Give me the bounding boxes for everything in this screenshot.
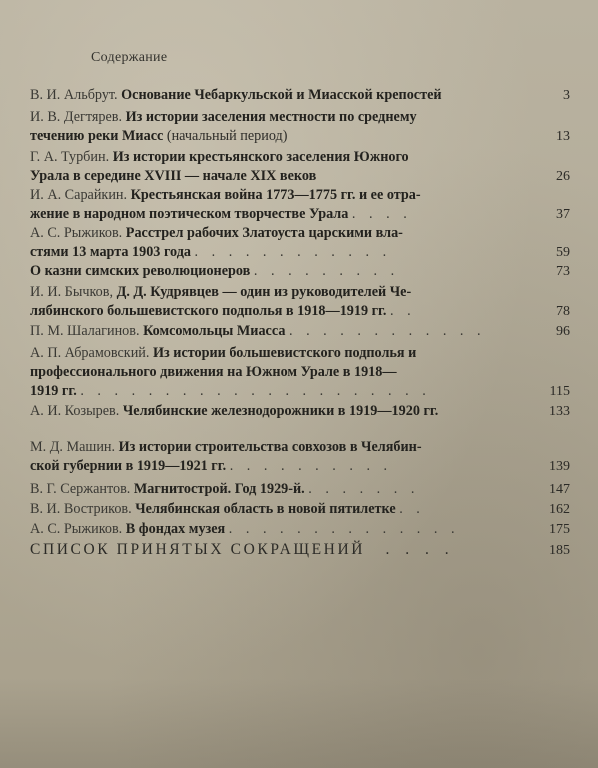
entry-page-number: 13 [556, 129, 570, 144]
toc-entry [30, 438, 578, 476]
entry-title: Из истории крестьянского заселения Южного [112, 149, 409, 165]
entry-title: Из истории большевистского подполья и [152, 345, 417, 361]
toc-entry [30, 86, 578, 105]
toc-line [30, 363, 578, 382]
entry-title: течению реки Миасс [30, 128, 164, 144]
leader-dots: . . [399, 501, 425, 517]
toc-line [30, 108, 578, 127]
entry-page-number: 37 [556, 207, 570, 222]
entry-title: профессионального движения на Южном Урале в 1918— [30, 364, 397, 380]
toc-line [30, 243, 578, 262]
abbreviations-entry [30, 540, 578, 560]
toc-line [30, 520, 578, 539]
entry-author: В. Г. Сержантов. [30, 481, 131, 497]
entry-title: В фондах музея [125, 521, 226, 537]
abbreviations-page-number: 185 [549, 543, 570, 558]
abbreviations-label: СПИСОК ПРИНЯТЫХ СОКРАЩЕНИЙ [30, 541, 366, 558]
toc-line [30, 262, 578, 281]
entry-author: Г. А. Турбин. [30, 149, 110, 165]
toc-entry [30, 224, 578, 262]
toc-line [30, 127, 578, 146]
entry-author: А. П. Абрамовский. [30, 345, 150, 361]
entry-author: И. В. Дегтярев. [30, 109, 123, 125]
toc-entry [30, 402, 578, 421]
entry-title: Расстрел рабочих Златоуста царскими вла- [125, 225, 403, 241]
toc-line [30, 86, 578, 105]
leader-dots: . . . . . . . . . . . . . . . . . . . . . [80, 383, 431, 399]
leader-dots: . . [390, 303, 416, 319]
toc-line [30, 382, 578, 401]
entry-title: Челябинская область в новой пятилетке [135, 501, 396, 517]
toc-line [30, 344, 578, 363]
toc-line [30, 167, 578, 186]
entry-author: А. С. Рыжиков. [30, 225, 123, 241]
toc-line [30, 402, 578, 421]
toc-entry [30, 480, 578, 499]
entry-page-number: 96 [556, 324, 570, 339]
entry-title: Д. Д. Кудрявцев — один из руководителей Че- [116, 284, 412, 300]
entry-title: Челябинские железнодорожники в 1919—1920 гг. [122, 403, 439, 419]
toc-entry [30, 148, 578, 186]
toc-entry [30, 262, 578, 281]
toc-line [30, 224, 578, 243]
toc-line [30, 480, 578, 499]
entry-page-number: 175 [549, 522, 570, 537]
entry-title: Комсомольцы Миасса [143, 323, 286, 339]
entry-title: Крестьянская война 1773—1775 гг. и ее отра- [130, 187, 421, 203]
entry-page-number: 115 [549, 384, 570, 399]
entry-page-number: 133 [549, 404, 570, 419]
toc-entry [30, 186, 578, 224]
entry-page-number: 73 [556, 264, 570, 279]
toc-line [30, 205, 578, 224]
toc-line [30, 283, 578, 302]
entry-page-number: 59 [556, 245, 570, 260]
leader-dots: . . . . [351, 206, 412, 222]
entry-author: М. Д. Машин. [30, 439, 116, 455]
toc-line [30, 500, 578, 519]
entry-title: О казни симских революционеров [30, 263, 251, 279]
entry-page-number: 139 [549, 459, 570, 474]
entry-title: Урала в середине XVIII — начале XIX веков [30, 168, 317, 184]
toc-line [30, 186, 578, 205]
entry-author: А. С. Рыжиков. [30, 521, 123, 537]
entry-author: П. М. Шалагинов. [30, 323, 140, 339]
entry-author: И. И. Бычков, [30, 284, 114, 300]
entry-title: ской губернии в 1919—1921 гг. [30, 458, 227, 474]
entry-title: Из истории заселения местности по среднему [125, 109, 417, 125]
toc-entry [30, 322, 578, 341]
toc-line [30, 457, 578, 476]
leader-dots: . . . . . . . . . . . . . . [228, 521, 460, 537]
toc-entry [30, 108, 578, 146]
entry-page-number: 147 [549, 482, 570, 497]
toc-line [30, 148, 578, 167]
leader-dots: . . . . . . . [308, 481, 420, 497]
entry-title-note: (начальный период) [166, 128, 288, 144]
entry-author: И. А. Сарайкин. [30, 187, 128, 203]
entry-title: 1919 гг. [30, 383, 77, 399]
entry-title: лябинского большевистского подполья в 1918—1919 гг. [30, 303, 387, 319]
leader-dots: . . . . . . . . . [253, 263, 400, 279]
leader-dots: . . . . . . . . . . [229, 458, 393, 474]
toc-entry [30, 520, 578, 539]
entry-page-number: 26 [556, 169, 570, 184]
entry-title: Из истории строительства совхозов в Челябин- [118, 439, 422, 455]
leader-dots: . . . . . . . . . . . . [194, 244, 392, 260]
toc-entry [30, 283, 578, 321]
entry-title: жение в народном поэтическом творчестве Урала [30, 206, 349, 222]
entry-author: В. И. Альбрут. [30, 87, 118, 103]
entry-title: Основание Чебаркульской и Миасской крепостей [121, 87, 442, 103]
toc-entry [30, 500, 578, 519]
entry-page-number: 3 [563, 88, 570, 103]
leader-dots: . . . . . . . . . . . . [288, 323, 486, 339]
entry-author: В. И. Востриков. [30, 501, 132, 517]
page-title: Содержание [91, 50, 168, 65]
toc-entry [30, 344, 578, 401]
toc-line [30, 302, 578, 321]
entry-author: А. И. Козырев. [30, 403, 120, 419]
entry-page-number: 162 [549, 502, 570, 517]
entry-page-number: 78 [556, 304, 570, 319]
entry-title: стями 13 марта 1903 года [30, 244, 191, 260]
abbreviations-dots: . . . . [385, 541, 455, 558]
toc-line [30, 438, 578, 457]
toc-line [30, 322, 578, 341]
entry-title: Магнитострой. Год 1929-й. [133, 481, 305, 497]
